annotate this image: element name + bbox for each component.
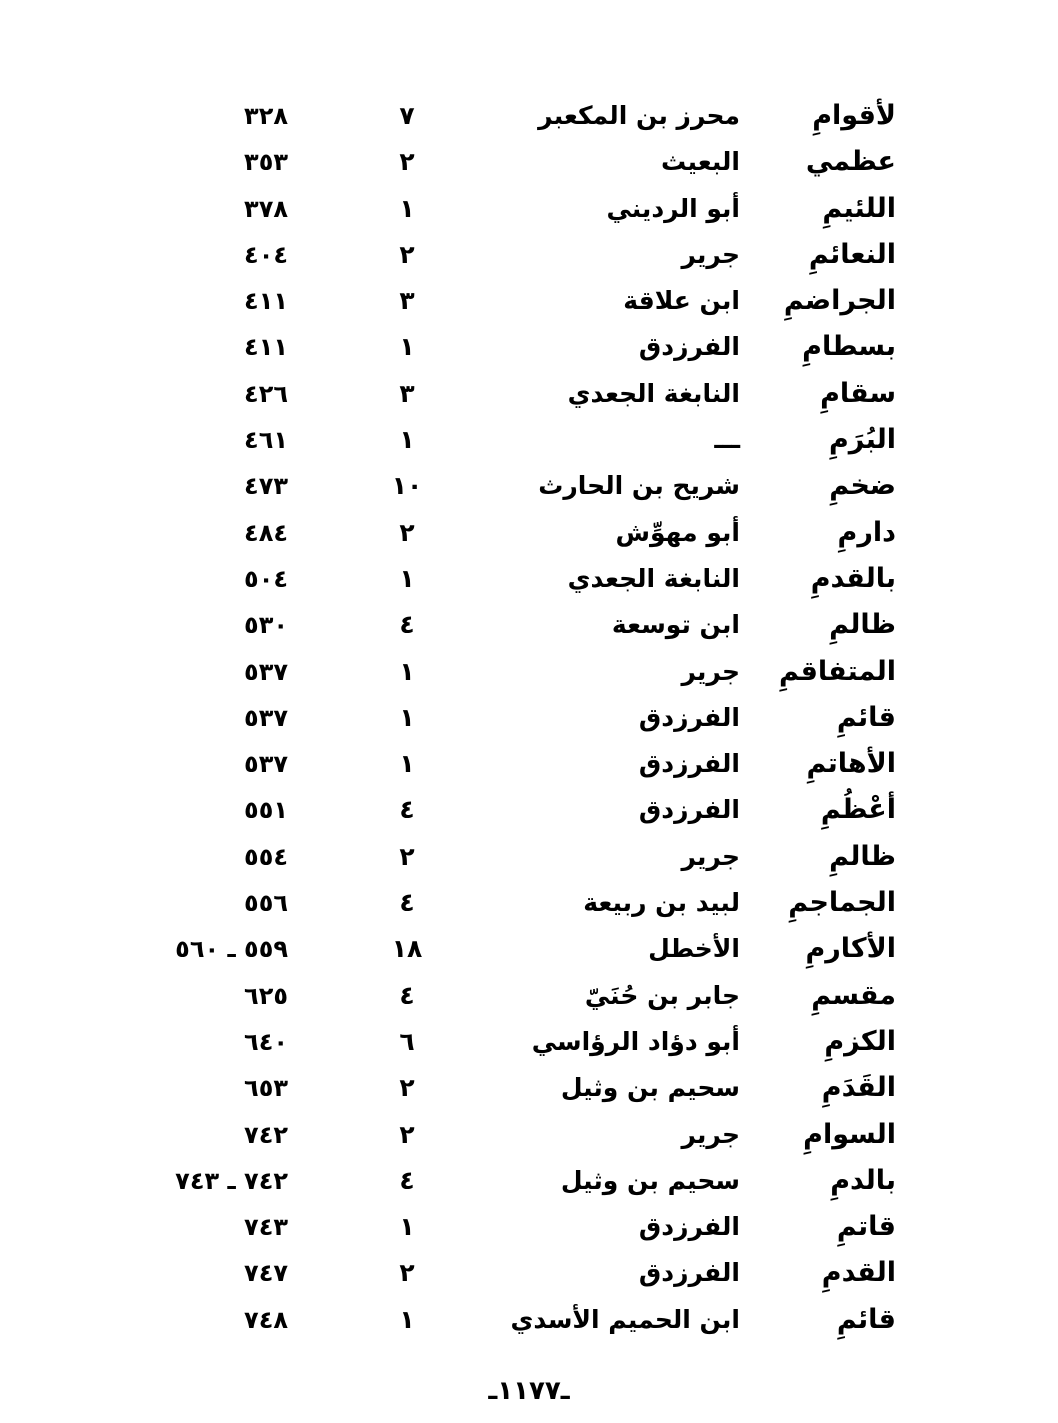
rhyme-cell: السوامِ	[803, 1118, 896, 1150]
poet-cell: الفرزدق	[638, 795, 740, 825]
poet-cell: محرز بن المكعبر	[538, 101, 740, 130]
table-row	[0, 371, 1058, 417]
rhyme-cell: مقسمِ	[811, 979, 896, 1011]
rhyme-cell: بالقدمِ	[810, 562, 896, 594]
rhyme-cell: ظالمِ	[829, 609, 896, 641]
table-row	[0, 278, 1058, 324]
verse-count-cell: ٤	[399, 610, 415, 640]
rhyme-cell: بسطامِ	[802, 331, 896, 363]
poet-cell: جابر بن حُنَيّ	[584, 980, 740, 1010]
table-row	[0, 973, 1058, 1019]
table-row	[0, 324, 1058, 370]
page-number: ـ١١٧٧ـ	[488, 1376, 570, 1406]
verse-count-cell: ١٨	[391, 934, 423, 964]
verse-count-cell: ١	[399, 332, 415, 362]
page-ref-cell: ٤١١	[244, 333, 288, 362]
page-ref-cell: ٤٧٣	[244, 472, 288, 501]
page-ref-cell: ٧٤٢	[244, 1120, 288, 1149]
page-ref-cell: ٥٣٧	[244, 750, 288, 779]
poet-cell: أبو مهوِّش	[615, 517, 740, 547]
table-row	[0, 787, 1058, 833]
poet-cell: سحيم بن وثيل	[560, 1073, 740, 1103]
page-ref-cell: ٥٥٦	[244, 889, 288, 918]
rhyme-cell: بالدمِ	[830, 1164, 896, 1196]
page-ref-cell: ٥٥٩ ـ ٥٦٠	[175, 935, 288, 964]
page-ref-cell: ٤٠٤	[244, 240, 288, 269]
verse-count-cell: ٢	[399, 1258, 415, 1288]
verse-count-cell: ٤	[399, 1165, 415, 1195]
rhyme-cell: المتفاقمِ	[779, 655, 896, 687]
poet-cell: ـــ	[714, 425, 740, 455]
verse-count-cell: ١	[399, 1304, 415, 1334]
verse-count-cell: ١	[399, 749, 415, 779]
verse-count-cell: ٢	[399, 1073, 415, 1103]
table-row	[0, 1158, 1058, 1204]
poet-cell: الفرزدق	[638, 702, 740, 732]
table-row	[0, 139, 1058, 185]
page-ref-cell: ٣٥٣	[244, 148, 288, 177]
poet-cell: لبيد بن ربيعة	[583, 888, 740, 918]
verse-count-cell: ٢	[399, 517, 415, 547]
table-row	[0, 556, 1058, 602]
rhyme-cell: عظمي	[805, 146, 896, 178]
verse-count-cell: ٦	[399, 1026, 415, 1056]
rhyme-cell: اللئيمِ	[822, 192, 896, 224]
rhyme-cell: البُرَمِ	[829, 424, 896, 456]
poet-cell: الفرزدق	[638, 332, 740, 362]
table-row	[0, 695, 1058, 741]
poet-cell: النابغة الجعدي	[567, 563, 740, 593]
table-row	[0, 1065, 1058, 1111]
rhyme-cell: الجماجمِ	[788, 887, 896, 919]
page-ref-cell: ٦٢٥	[244, 981, 288, 1010]
rhyme-cell: لأقوامِ	[812, 100, 896, 131]
rhyme-cell: الأكارمِ	[805, 933, 896, 965]
table-row	[0, 926, 1058, 972]
rhyme-cell: أعْظُمِ	[820, 794, 896, 826]
verse-count-cell: ١	[399, 656, 415, 686]
page-ref-cell: ٧٤٧	[244, 1259, 288, 1288]
page-ref-cell: ٣٢٨	[244, 102, 288, 130]
table-row	[0, 93, 1058, 139]
page-ref-cell: ٥٣٠	[244, 611, 288, 640]
rhyme-index-table	[0, 93, 1058, 1343]
verse-count-cell: ٣	[399, 378, 415, 408]
table-row	[0, 880, 1058, 926]
verse-count-cell: ١	[399, 563, 415, 593]
table-row	[0, 1297, 1058, 1343]
poet-cell: ابن توسعة	[611, 610, 740, 640]
poet-cell: الأخطل	[648, 934, 740, 964]
page-ref-cell: ٤٢٦	[244, 379, 288, 408]
page-ref-cell: ٥٥١	[244, 796, 288, 825]
table-row	[0, 602, 1058, 648]
poet-cell: البعيث	[661, 147, 740, 177]
table-row	[0, 510, 1058, 556]
poet-cell: الفرزدق	[638, 1212, 740, 1242]
page-ref-cell: ٤٨٤	[244, 518, 288, 547]
verse-count-cell: ٤	[399, 888, 415, 918]
poet-cell: سحيم بن وثيل	[560, 1165, 740, 1195]
rhyme-cell: ظالمِ	[829, 840, 896, 872]
rhyme-cell: قاتمِ	[836, 1211, 896, 1243]
rhyme-cell: الكزمِ	[824, 1025, 896, 1057]
verse-count-cell: ٢	[399, 147, 415, 177]
rhyme-cell: الأهاتمِ	[806, 748, 896, 780]
page-ref-cell: ٧٤٢ ـ ٧٤٣	[175, 1166, 288, 1195]
table-row	[0, 463, 1058, 509]
table-row	[0, 186, 1058, 232]
poet-cell: النابغة الجعدي	[567, 378, 740, 408]
poet-cell: ابن علاقة	[623, 286, 740, 316]
table-row	[0, 1112, 1058, 1158]
poet-cell: ابن الحميم الأسدي	[510, 1304, 740, 1334]
poet-cell: الفرزدق	[638, 749, 740, 779]
table-row	[0, 741, 1058, 787]
verse-count-cell: ٤	[399, 795, 415, 825]
page-ref-cell: ٧٤٣	[244, 1213, 288, 1242]
verse-count-cell: ١٠	[391, 471, 423, 501]
poet-cell: جرير	[681, 1119, 740, 1149]
table-row	[0, 834, 1058, 880]
verse-count-cell: ١	[399, 193, 415, 223]
poet-cell: الفرزدق	[638, 1258, 740, 1288]
rhyme-cell: الجراضمِ	[783, 285, 896, 317]
page-ref-cell: ٤١١	[244, 287, 288, 316]
verse-count-cell: ٣	[399, 286, 415, 316]
page-ref-cell: ٧٤٨	[244, 1305, 288, 1334]
rhyme-cell: قائمِ	[836, 1303, 896, 1335]
page-ref-cell: ٦٥٣	[244, 1074, 288, 1103]
rhyme-cell: دارمِ	[837, 516, 896, 548]
rhyme-cell: النعائمِ	[808, 238, 896, 270]
table-row	[0, 1250, 1058, 1296]
rhyme-cell: القَدَمِ	[821, 1072, 896, 1104]
verse-count-cell: ١	[399, 702, 415, 732]
verse-count-cell: ٢	[399, 1119, 415, 1149]
verse-count-cell: ٤	[399, 980, 415, 1010]
poet-cell: أبو دؤاد الرؤاسي	[531, 1026, 740, 1056]
table-row	[0, 417, 1058, 463]
verse-count-cell: ١	[399, 1212, 415, 1242]
rhyme-cell: ضخمِ	[829, 470, 896, 502]
page-ref-cell: ٥٠٤	[244, 564, 288, 593]
poet-cell: جرير	[681, 656, 740, 686]
page-ref-cell: ٥٣٧	[244, 703, 288, 732]
verse-count-cell: ٢	[399, 239, 415, 269]
rhyme-cell: سقامِ	[820, 377, 896, 409]
table-row	[0, 649, 1058, 695]
page-ref-cell: ٦٤٠	[244, 1027, 288, 1056]
poet-cell: أبو الرديني	[606, 193, 740, 223]
table-row	[0, 232, 1058, 278]
poet-cell: جرير	[681, 239, 740, 269]
page-ref-cell: ٣٧٨	[244, 194, 288, 223]
page-ref-cell: ٥٣٧	[244, 657, 288, 686]
rhyme-cell: القدمِ	[821, 1257, 896, 1289]
verse-count-cell: ٢	[399, 841, 415, 871]
rhyme-cell: قائمِ	[836, 701, 896, 733]
verse-count-cell: ٧	[399, 101, 415, 130]
verse-count-cell: ١	[399, 425, 415, 455]
table-row	[0, 1204, 1058, 1250]
poet-cell: جرير	[681, 841, 740, 871]
poet-cell: شريح بن الحارث	[538, 471, 740, 501]
page-ref-cell: ٤٦١	[244, 426, 288, 455]
table-row	[0, 1019, 1058, 1065]
page-ref-cell: ٥٥٤	[244, 842, 288, 871]
